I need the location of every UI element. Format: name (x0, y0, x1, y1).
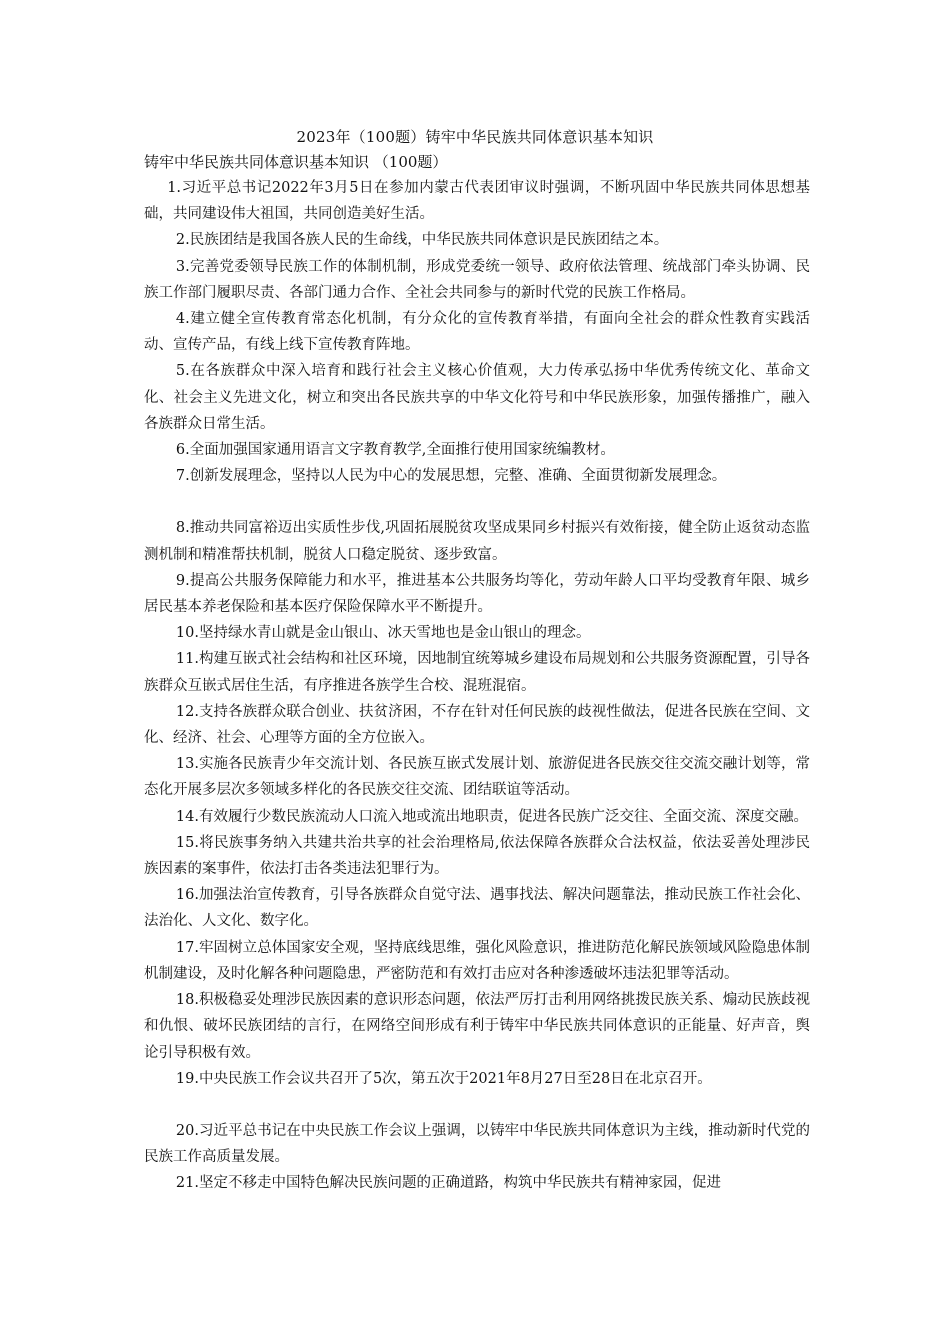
paragraph-item-11: 11.构建互嵌式社会结构和社区环境，因地制宜统筹城乡建设布局规划和公共服务资源配置，引导各族群众互嵌式居住生活，有序推进各族学生合校、混班混宿。 (144, 651, 810, 694)
paragraph-item-15: 15.将民族事务纳入共建共治共享的社会治理格局,依法保障各族群众合法权益，依法妥善处理涉民族因素的案事件，依法打击各类违法犯罪行为。 (144, 834, 810, 878)
paragraph-item-19: 19.中央民族工作会议共召开了5次，第五次于2021年8月27日至28日在北京召开。 (175, 1070, 712, 1087)
paragraph-item-18: 18.积极稳妥处理涉民族因素的意识形态问题，依法严厉打击利用网络挑拨民族关系、煽动民族歧视和仇恨、破坏民族团结的言行，在网络空间形成有利于铸牢中华民族共同体意识的正能量、好声音，舆论引导积极有效。 (144, 992, 810, 1061)
paragraph-item-4: 4.建立健全宣传教育常态化机制，有分众化的宣传教育举措，有面向全社会的群众性教育实践活动、宣传产品，有线上线下宣传教育阵地。 (144, 311, 810, 354)
paragraph-item-7: 7.创新发展理念，坚持以人民为中心的发展思想，完整、准确、全面贯彻新发展理念。 (175, 468, 727, 485)
paragraph-item-5: 5.在各族群众中深入培育和践行社会主义核心价值观，大力传承弘扬中华优秀传统文化、革命文化、社会主义先进文化，树立和突出各民族共享的中华文化符号和中华民族形象，加强传播推广，融入各族群众日常生活。 (144, 363, 810, 432)
paragraph-item-17: 17.牢固树立总体国家安全观，坚持底线思维，强化风险意识，推进防范化解民族领域风险隐患体制机制建设，及时化解各种问题隐患，严密防范和有效打击应对各种渗透破坏违法犯罪等活动。 (144, 939, 810, 982)
paragraph-item-12: 12.支持各族群众联合创业、扶贫济困，不存在针对任何民族的歧视性做法，促进各民族在空间、文化、经济、社会、心理等方面的全方位嵌入。 (144, 703, 810, 747)
paragraph-item-10: 10.坚持绿水青山就是金山银山、冰天雪地也是金山银山的理念。 (175, 625, 591, 642)
paragraph-item-1: 1.习近平总书记2022年3月5日在参加内蒙古代表团审议时强调，不断巩固中华民族共同体思想基础，共同建设伟大祖国，共同创造美好生活。 (144, 180, 810, 223)
paragraph-item-20: 20.习近平总书记在中央民族工作会议上强调，以铸牢中华民族共同体意识为主线，推动新时代党的民族工作高质量发展。 (144, 1122, 810, 1166)
paragraph-item-21: 21.坚定不移走中国特色解决民族问题的正确道路，构筑中华民族共有精神家园，促进 (175, 1175, 721, 1192)
paragraph-item-2: 2.民族团结是我国各族人民的生命线，中华民族共同体意识是民族团结之本。 (175, 232, 669, 249)
document-body (144, 175, 810, 1197)
paragraph-item-9: 9.提高公共服务保障能力和水平，推进基本公共服务均等化，劳动年龄人口平均受教育年限、城乡居民基本养老保险和基本医疗保险保障水平不断提升。 (144, 572, 810, 616)
paragraph-item-8: 8.推动共同富裕迈出实质性步伐,巩固拓展脱贫攻坚成果同乡村振兴有效衔接，健全防止返贫动态监测机制和精准帮扶机制，脱贫人口稳定脱贫、逐步致富。 (144, 520, 810, 563)
paragraph-item-6: 6.全面加强国家通用语言文字教育教学,全面推行使用国家统编教材。 (175, 442, 615, 459)
document-subtitle: 铸牢中华民族共同体意识基本知识 （100题） (144, 153, 448, 171)
paragraph-item-3: 3.完善党委领导民族工作的体制机制，形成党委统一领导、政府依法管理、统战部门牵头协调、民族工作部门履职尽责、各部门通力合作、全社会共同参与的新时代党的民族工作格局。 (144, 258, 810, 301)
paragraph-item-16: 16.加强法治宣传教育，引导各族群众自觉守法、遇事找法、解决问题靠法，推动民族工作社会化、法治化、人文化、数字化。 (144, 887, 810, 930)
paragraph-item-13: 13.实施各民族青少年交流计划、各民族互嵌式发展计划、旅游促进各民族交往交流交融计划等，常态化开展多层次多领域多样化的各民族交往交流、团结联谊等活动。 (144, 756, 810, 799)
paragraph-item-14: 14.有效履行少数民族流动人口流入地或流出地职责，促进各民族广泛交往、全面交流、深度交融。 (175, 808, 808, 825)
document-title: 2023年（100题）铸牢中华民族共同体意识基本知识 (296, 128, 654, 146)
